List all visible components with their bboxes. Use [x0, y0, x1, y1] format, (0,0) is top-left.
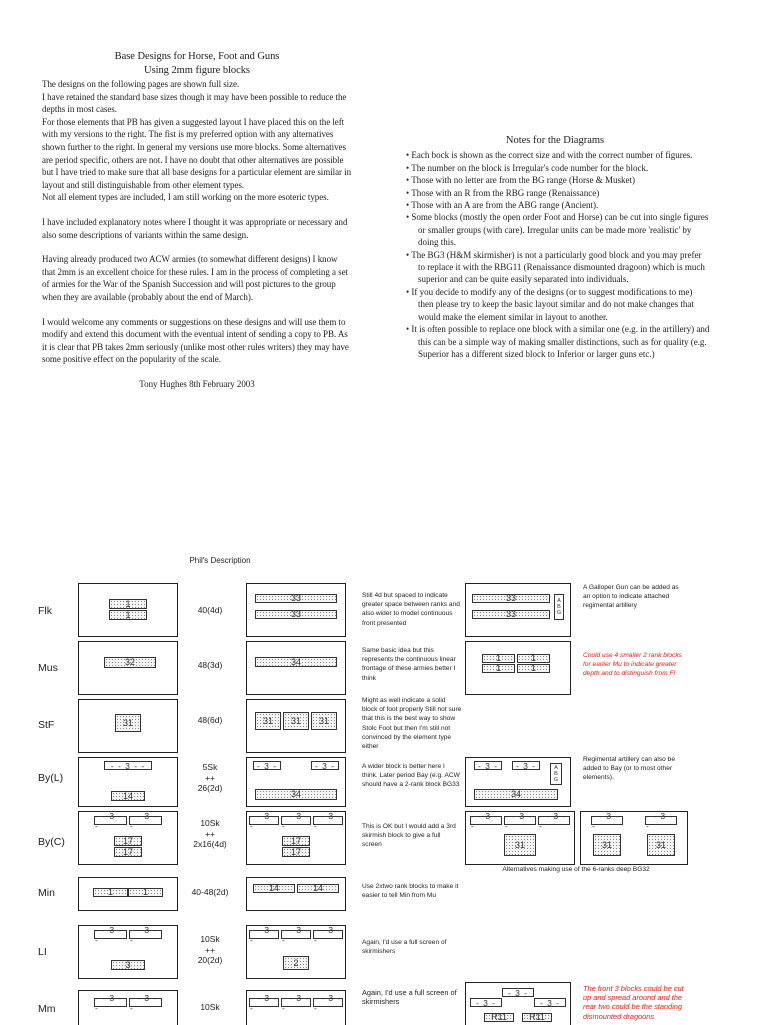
figure-block: 31 [115, 714, 141, 732]
figure-block: 17 [282, 847, 310, 857]
skirmish-block: - 3 - [512, 761, 540, 770]
figure-block: 1 [93, 888, 128, 897]
skirmish-block: - - 3 - - [282, 810, 310, 831]
base-frame [246, 757, 346, 807]
skirmish-block: - 3 - [253, 761, 281, 770]
phil-desc: 48(6d) [197, 715, 223, 725]
figure-block: 1 [128, 888, 163, 897]
base-frame [246, 990, 346, 1025]
base-frame [78, 990, 178, 1025]
base-frame [78, 757, 178, 807]
skirmish-block: - - 3 - - [470, 816, 502, 825]
design-note: Might as well indicate a solid block of foot properly Still not sure that this is the best way to show Stolc Foot but then I'm still not convinced by the element type either [362, 697, 462, 751]
figure-block: 1 [482, 654, 515, 663]
skirmish-block: - - 3 - - [129, 998, 162, 1007]
skirmish-block: - - 3 - - [314, 992, 342, 1013]
base-frame [465, 982, 571, 1025]
figure-block: 1 [517, 654, 550, 663]
intro-paragraph: I have retained the standard base sizes though it may have been possible to reduce the depths in most cases. [42, 91, 347, 115]
intro-paragraph: The designs on the following pages are shown full size. [42, 79, 240, 89]
row-label-min: Min [38, 887, 55, 899]
figure-block: 31 [283, 712, 309, 730]
phil-desc: 20(2d) [197, 955, 223, 965]
note-item: • The BG3 (H&M skirmisher) is not a particularly good block and you may prefer to replace it with the RBG11 (Renaissance dismounted dragoon) which is much superior and can be quite easily separated into individuals. [400, 249, 710, 286]
skirmish-block: - 3 - [534, 998, 566, 1007]
intro-paragraph: Having already produced two ACW armies (to somewhat different designs) I know that 2mm is an excellent choice for these rules. I am in the process of completing a set of armies for the War of the Spanish Succession and will post pictures to the group when they are available (probably about the end of March). [42, 254, 348, 302]
regimental-gun-block: A B G [550, 763, 562, 785]
note-item: • The number on the block is Irregular's code number for the block. [400, 162, 710, 174]
base-frame [465, 757, 571, 807]
document-subtitle: Using 2mm figure blocks [144, 65, 250, 76]
base-frame [246, 877, 346, 911]
note-item: • Some blocks (mostly the open order Foot and Horse) can be cut into single figures or smaller groups (with care). Irregular units can be made more 'realistic' by doing this. [400, 211, 710, 248]
row-label-mus: Mus [38, 662, 58, 674]
base-frame [78, 811, 178, 865]
phil-desc: ++ [205, 828, 215, 839]
figure-block: R11 [522, 1013, 552, 1022]
skirmish-block: - 3 - [474, 761, 502, 770]
figure-block: 31 [255, 712, 281, 730]
base-frame [78, 641, 178, 695]
base-frame [78, 877, 178, 911]
skirmish-block: - - 3 - - [250, 924, 278, 945]
skirmish-block: - - 3 - - [94, 930, 127, 939]
design-note: Could use 4 smaller 2 rank blocks for earlier Mu to indicate greater depth and to distinguish from Fl [583, 652, 682, 678]
figure-block: 31 [311, 712, 337, 730]
note-item: • It is often possible to replace one block with a similar one (e.g. in the artillery) and this can be a simple way of making smaller distinctions, such as for quality (e.g. Superior has a different sized block to Inferior or larger guns etc.) [400, 323, 710, 360]
figure-block: 14 [297, 884, 339, 893]
design-note: Again, I'd use a full screen of skirmishers [362, 939, 447, 956]
design-note: This is OK but I would add a 3rd skirmish block to give a full screen [362, 823, 456, 849]
intro-paragraph: I would welcome any comments or suggestions on these designs and will use them to modify and extend this document with the eventual intent of sending a copy to PB. As it is clear that PB takes 2mm seriously (unlike most other rules writers) they may have some positive effect on the popularity of the scale. [42, 316, 349, 365]
skirmish-block: - - 3 - - [538, 816, 570, 825]
base-frame [580, 811, 688, 865]
base-frame [246, 583, 346, 637]
figure-block: 31 [504, 834, 536, 856]
signature: Tony Hughes 8th February 2003 [139, 378, 255, 389]
figure-block: 33 [255, 594, 337, 603]
skirmish-block: - - 3 - - [314, 924, 342, 945]
phil-desc: ++ [205, 944, 215, 955]
intro-paragraph: For those elements that PB has given a suggested layout I have placed this on the left with my versions to the right. The fist is my preferred option with any alternatives shown further to the right. In general my versions use more blocks. Some alternatives are period specific, others are not. I have no doubt that other alternatives are possible but I have tried to make sure that all base designs for a particular element are similar in layout and still distinguishable from other element types. [42, 116, 352, 190]
base-frame [246, 811, 346, 865]
figure-block: 14 [253, 884, 295, 893]
figure-block: 14 [111, 791, 145, 801]
base-frame [78, 699, 178, 753]
design-note: Still 4d but spaced to indicate greater space between ranks and also wider to model continuous front presented [362, 592, 460, 627]
figure-block: 34 [474, 789, 558, 800]
notes-list [400, 149, 710, 360]
skirmish-block: - - 3 - - [282, 992, 310, 1013]
row-label-mm: Mm [38, 1003, 56, 1015]
skirmish-block: - - 3 - - [129, 930, 162, 939]
phil-desc: ++ [205, 772, 215, 783]
notes-title: Notes for the Diagrams [505, 135, 605, 146]
figure-block: 33 [472, 610, 550, 619]
design-note: Use 2xtwo rank blocks to make it easier to tell Min from Mu [362, 883, 459, 900]
figure-block: 1 [109, 599, 147, 609]
base-frame [465, 583, 571, 637]
phil-desc: 10Sk [200, 934, 220, 944]
skirmish-block: - - 3 - - [129, 816, 162, 825]
figure-block: 33 [472, 594, 550, 603]
base-frame [246, 699, 346, 753]
figure-block: R11 [484, 1013, 514, 1022]
skirmish-block: - 3 - [311, 761, 339, 770]
skirmish-block: - - 3 - - [94, 998, 127, 1007]
design-note: A wider block is better here I think. Later period Bay (e.g. ACW should have a 2-rank block BG33 [362, 763, 460, 789]
figure-block: 2 [283, 956, 309, 970]
figure-block: 17 [282, 836, 310, 846]
figure-block: 1 [517, 664, 550, 673]
notes-section [400, 135, 710, 360]
base-frame [465, 811, 575, 865]
figure-block: 17 [114, 847, 142, 857]
skirmish-block: - - 3 - - [250, 810, 278, 831]
design-note: Regimental artillery can also be added to Bay (or to most other elements). [583, 756, 675, 782]
skirmish-block: - - 3 - - [645, 816, 677, 825]
phil-desc: 26(2d) [197, 783, 223, 793]
diagram-caption: Alternatives making use of the 6-ranks deep BG32 [502, 866, 650, 873]
phil-desc: 2x16(4d) [193, 839, 227, 849]
note-item: • Those with an R from the RBG range (Renaissance) [400, 187, 710, 199]
note-item: • Those with an A are from the ABG range (Ancient). [400, 199, 710, 211]
phils-description-header: Phil's Description [189, 556, 251, 565]
galloper-gun-block: A B G [554, 594, 564, 620]
figure-block: 34 [255, 789, 337, 800]
figure-block: 31 [593, 834, 621, 856]
skirmish-block: - - 3 - - [282, 924, 310, 945]
skirmish-block: - 3 - [502, 988, 534, 997]
skirmish-block: - - 3 - - [591, 816, 623, 825]
row-label-flk: Flk [38, 605, 52, 617]
base-frame [465, 641, 571, 695]
row-label-li: LI [38, 946, 47, 958]
intro-section [42, 50, 352, 390]
base-frame [246, 925, 346, 979]
phil-desc: 10Sk [200, 818, 220, 828]
document-title: Base Designs for Horse, Foot and Guns [114, 51, 280, 62]
phil-desc: 10Sk [200, 1002, 220, 1012]
skirmish-block: - - 3 - - [94, 816, 127, 825]
skirmish-block: - - 3 - - [104, 761, 152, 770]
figure-block: 3 [111, 960, 145, 970]
row-label-byc: By(C) [38, 836, 65, 848]
figure-block: 33 [255, 610, 337, 619]
base-frame [78, 925, 178, 979]
figure-block: 1 [109, 610, 147, 620]
phil-desc: 5Sk [202, 762, 218, 772]
design-note: The front 3 blocks could be cut up and spread around and the rear two could be the standing dismounted dragoons [583, 984, 684, 1021]
phil-desc: 40-48(2d) [191, 887, 229, 897]
note-item: • Each bock is shown as the correct size and with the correct number of figures. [400, 149, 710, 161]
design-note: A Galloper Gun can be added as an option to indicate attached regimental artillery [583, 584, 679, 610]
phil-desc: 40(4d) [197, 605, 223, 615]
figure-block: 31 [647, 834, 675, 856]
note-item: • If you decide to modify any of the designs (or to suggest modifications to me) then please try to keep the basic layout similar and do not make changes that would make the element similar in layout to another. [400, 286, 710, 323]
note-item: • Those with no letter are from the BG range (Horse & Musket) [400, 174, 710, 186]
intro-paragraph: Not all element types are included, I am still working on the more esoteric types. [42, 192, 329, 203]
skirmish-block: - - 3 - - [250, 992, 278, 1013]
skirmish-block: - - 3 - - [504, 816, 536, 825]
figure-block: 1 [482, 664, 515, 673]
phil-desc: 48(3d) [197, 660, 223, 670]
base-frame [78, 583, 178, 637]
figure-block: 32 [104, 657, 156, 668]
intro-paragraph: I have included explanatory notes where I thought it was appropriate or necessary and also some descriptions of variants within the same design. [42, 216, 348, 240]
base-frame [246, 641, 346, 695]
design-note: Again, I'd use a full screen of skirmishers [362, 988, 457, 1007]
design-note: Same basic idea but this represents the continuous linear frontage of these armies better I think [362, 647, 456, 682]
skirmish-block: - - 3 - - [314, 810, 342, 831]
figure-block: 34 [255, 657, 337, 667]
skirmish-block: - 3 - [470, 998, 502, 1007]
row-label-byl: By(L) [38, 772, 64, 784]
row-label-stf: StF [38, 719, 55, 731]
figure-block: 17 [114, 836, 142, 846]
